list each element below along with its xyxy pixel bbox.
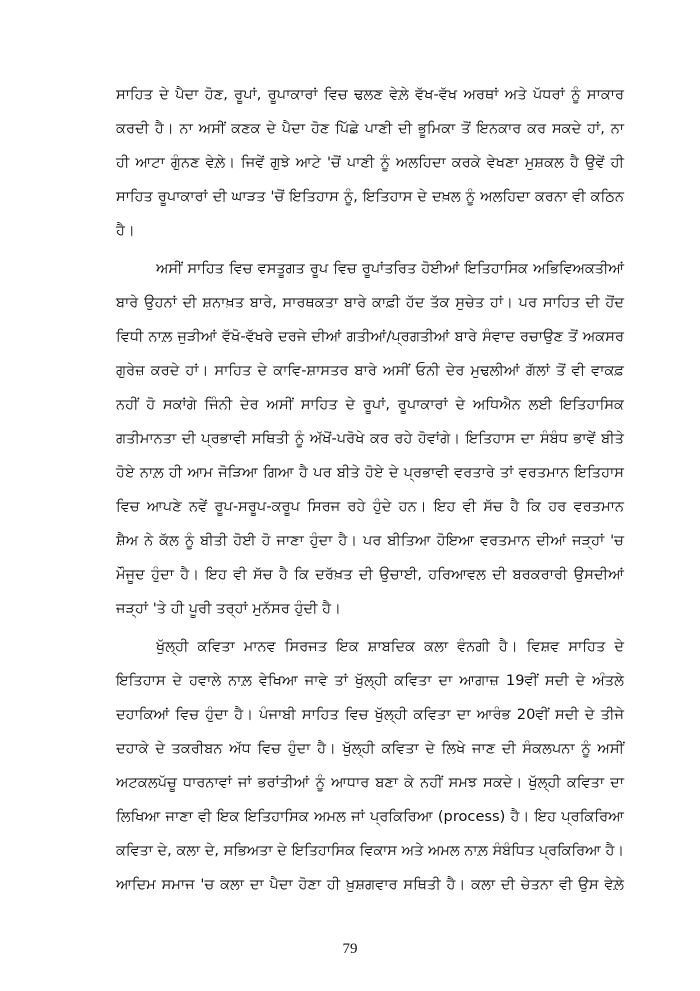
text-line: ਸ਼ੈਅ ਨੇ ਕੱਲ ਨੂੰ ਬੀਤੀ ਹੋਈ ਹੋ ਜਾਣਾ ਹੁੰਦਾ ਹੈ। ਪਰ ਬੀਤਿਆ ਹੋਇਆ ਵਰਤਮਾਨ ਦੀਆਂ ਜੜ੍ਹਾਂ 'ਚ <box>116 532 624 549</box>
text-line: ਅਸੀਂ ਸਾਹਿਤ ਵਿਚ ਵਸਤੂਗਤ ਰੂਪ ਵਿਚ ਰੂਪਾਂਤਰਿਤ ਹੋਈਆਂ ਇਤਿਹਾਸਿਕ ਅਭਿਵਿਅਕਤੀਆਂ <box>156 261 624 277</box>
text-line: ਕਵਿਤਾ ਦੇ, ਕਲਾ ਦੇ, ਸਭਿਅਤਾ ਦੇ ਇਤਿਹਾਸਿਕ ਵਿਕਾਸ ਅਤੇ ਅਮਲ ਨਾਲ਼ ਸੰਬੰਧਿਤ ਪ੍ਰਕਿਰਿਆ ਹੈ। <box>116 843 624 859</box>
text-line: ਮੌਜੂਦ ਹੁੰਦਾ ਹੈ। ਇਹ ਵੀ ਸੱਚ ਹੈ ਕਿ ਦਰੱਖ਼ਤ ਦੀ ਉਚਾਈ, ਹਰਿਆਵਲ ਦੀ ਬਰਕਰਾਰੀ ਉਸਦੀਆਂ <box>116 566 624 583</box>
body-text <box>116 78 624 902</box>
text-line: ਬਾਰੇ ਉਹਨਾਂ ਦੀ ਸ਼ਨਾਖ਼ਤ ਬਾਰੇ, ਸਾਰਥਕਤਾ ਬਾਰੇ ਕਾਫ਼ੀ ਹੱਦ ਤੱਕ ਸੁਚੇਤ ਹਾਂ। ਪਰ ਸਾਹਿਤ ਦੀ ਹੋਂਦ <box>116 294 624 311</box>
text-line: ਦਹਾਕੇ ਦੇ ਤਕਰੀਬਨ ਅੱਧ ਵਿਚ ਹੁੰਦਾ ਹੈ। ਖੁੱਲ੍ਹੀ ਕਵਿਤਾ ਦੇ ਲਿਖੇ ਜਾਣ ਦੀ ਸੰਕਲਪਨਾ ਨੂੰ ਅਸੀਂ <box>116 740 624 757</box>
paragraph-3 <box>116 630 624 902</box>
text-line: ਗੁਰੇਜ਼ ਕਰਦੇ ਹਾਂ। ਸਾਹਿਤ ਦੇ ਕਾਵਿ-ਸ਼ਾਸਤਰ ਬਾਰੇ ਅਸੀਂ ਓਨੀ ਦੇਰ ਮੁਢਲੀਆਂ ਗੱਲਾਂ ਤੋਂ ਵੀ ਵਾਕਫ਼ <box>116 362 624 379</box>
page-number: 79 <box>342 941 358 957</box>
text-line: ਦਹਾਕਿਆਂ ਵਿਚ ਹੁੰਦਾ ਹੈ। ਪੰਜਾਬੀ ਸਾਹਿਤ ਵਿਚ ਖੁੱਲ੍ਹੀ ਕਵਿਤਾ ਦਾ ਆਰੰਭ 20ਵੀਂ ਸਦੀ ਦੇ ਤੀਜੇ <box>116 706 624 723</box>
text-line: ਹੀ ਆਟਾ ਗੁੰਨਣ ਵੇਲ਼ੇ। ਜਿਵੇਂ ਗੁਝੇ ਆਟੇ 'ਚੋਂ ਪਾਣੀ ਨੂੰ ਅਲਹਿਦਾ ਕਰਕੇ ਵੇਖਣਾ ਮੁਸ਼ਕਲ ਹੈ ਉਵੇਂ ਹੀ <box>116 154 624 171</box>
text-line: ਜੜ੍ਹਾਂ 'ਤੇ ਹੀ ਪੂਰੀ ਤਰ੍ਹਾਂ ਮੁਨੱਸਰ ਹੁੰਦੀ ਹੈ। <box>116 600 341 617</box>
paragraph-1 <box>116 78 624 248</box>
text-line: ਨਹੀਂ ਹੋ ਸਕਾਂਗੇ ਜਿੰਨੀ ਦੇਰ ਅਸੀਂ ਸਾਹਿਤ ਦੇ ਰੂਪਾਂ, ਰੂਪਾਕਾਰਾਂ ਦੇ ਅਧਿਐਨ ਲਈ ਇਤਿਹਾਸਿਕ <box>116 396 624 413</box>
text-line: ਹੋਏ ਨਾਲ਼ ਹੀ ਆਮ ਜੋੜਿਆ ਗਿਆ ਹੈ ਪਰ ਬੀਤੇ ਹੋਏ ਦੇ ਪ੍ਰਭਾਵੀ ਵਰਤਾਰੇ ਤਾਂ ਵਰਤਮਾਨ ਇਤਿਹਾਸ <box>116 464 624 481</box>
text-line: ਵਿਚ ਆਪਣੇ ਨਵੇਂ ਰੂਪ-ਸਰੂਪ-ਕਰੂਪ ਸਿਰਜ ਰਹੇ ਹੁੰਦੇ ਹਨ। ਇਹ ਵੀ ਸੱਚ ਹੈ ਕਿ ਹਰ ਵਰਤਮਾਨ <box>116 498 624 515</box>
text-line: ਲਿਖਿਆ ਜਾਣਾ ਵੀ ਇਕ ਇਤਿਹਾਸਿਕ ਅਮਲ ਜਾਂ ਪ੍ਰਕਿਰਿਆ (process) ਹੈ। ਇਹ ਪ੍ਰਕਿਰਿਆ <box>116 808 624 825</box>
text-line: ਕਰਦੀ ਹੈ। ਨਾ ਅਸੀਂ ਕਣਕ ਦੇ ਪੈਦਾ ਹੋਣ ਪਿੱਛੇ ਪਾਣੀ ਦੀ ਭੂਮਿਕਾ ਤੋਂ ਇਨਕਾਰ ਕਰ ਸਕਦੇ ਹਾਂ, ਨਾ <box>116 120 624 137</box>
text-line: ਆਦਿਮ ਸਮਾਜ 'ਚ ਕਲਾ ਦਾ ਪੈਦਾ ਹੋਣਾ ਹੀ ਖ਼ੁਸ਼ਗਵਾਰ ਸਥਿਤੀ ਹੈ। ਕਲਾ ਦੀ ਚੇਤਨਾ ਵੀ ਉਸ ਵੇਲ਼ੇ <box>116 876 624 893</box>
text-line: ਅਟਕਲਪੱਚੂ ਧਾਰਨਾਵਾਂ ਜਾਂ ਭਰਾਂਤੀਆਂ ਨੂੰ ਆਧਾਰ ਬਣਾ ਕੇ ਨਹੀਂ ਸਮਝ ਸਕਦੇ। ਖੁੱਲ੍ਹੀ ਕਵਿਤਾ ਦਾ <box>116 774 624 791</box>
text-line: ਸਾਹਿਤ ਦੇ ਪੈਦਾ ਹੋਣ, ਰੂਪਾਂ, ਰੂਪਾਕਾਰਾਂ ਵਿਚ ਢਲਣ ਵੇਲ਼ੇ ਵੱਖ-ਵੱਖ ਅਰਥਾਂ ਅਤੇ ਪੱਧਰਾਂ ਨੂੰ ਸਾਕਾਰ <box>116 86 624 103</box>
text-line: ਹੈ। <box>116 222 135 239</box>
text-line: ਖੁੱਲ੍ਹੀ ਕਵਿਤਾ ਮਾਨਵ ਸਿਰਜਤ ਇਕ ਸ਼ਾਬਦਿਕ ਕਲਾ ਵੰਨਗੀ ਹੈ। ਵਿਸ਼ਵ ਸਾਹਿਤ ਦੇ <box>156 638 624 655</box>
text-line: ਸਾਹਿਤ ਰੂਪਾਕਾਰਾਂ ਦੀ ਘਾੜਤ 'ਚੋਂ ਇਤਿਹਾਸ ਨੂੰ, ਇਤਿਹਾਸ ਦੇ ਦਖ਼ਲ ਨੂੰ ਅਲਹਿਦਾ ਕਰਨਾ ਵੀ ਕਠਿਨ <box>116 188 624 205</box>
text-line: ਵਿਧੀ ਨਾਲ਼ ਜੁੜੀਆਂ ਵੱਖੋ-ਵੱਖਰੇ ਦਰਜੇ ਦੀਆਂ ਗਤੀਆਂ/ਪ੍ਰਗਤੀਆਂ ਬਾਰੇ ਸੰਵਾਦ ਰਚਾਉਣ ਤੋਂ ਅਕਸਰ <box>116 328 624 345</box>
text-line: ਇਤਿਹਾਸ ਦੇ ਹਵਾਲੇ ਨਾਲ਼ ਵੇਖਿਆ ਜਾਵੇ ਤਾਂ ਖੁੱਲ੍ਹੀ ਕਵਿਤਾ ਦਾ ਆਗਾਜ਼ 19ਵੀਂ ਸਦੀ ਦੇ ਅੰਤਲੇ <box>116 672 624 689</box>
paragraph-2 <box>116 252 624 626</box>
text-line: ਗਤੀਮਾਨਤਾ ਦੀ ਪ੍ਰਭਾਵੀ ਸਥਿਤੀ ਨੂੰ ਅੱਖੋਂ-ਪਰੋਖੇ ਕਰ ਰਹੇ ਹੋਵਾਂਗੇ। ਇਤਿਹਾਸ ਦਾ ਸੰਬੰਧ ਭਾਵੇਂ ਬੀਤੇ <box>116 430 624 447</box>
